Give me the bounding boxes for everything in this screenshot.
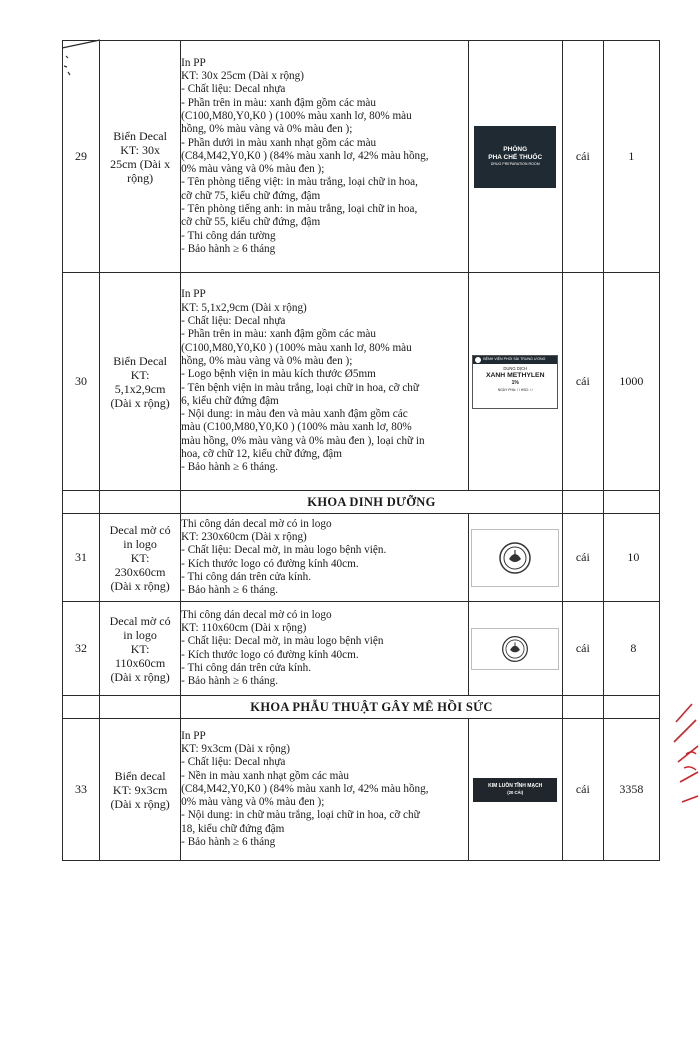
name-line: Biển Decal xyxy=(113,128,167,143)
hospital-logo-icon xyxy=(501,635,529,663)
desc-line: - Chất liệu: Decal nhựa xyxy=(181,83,286,96)
desc-line: (C84,M42,Y0,K0 ) (84% màu xanh lơ, 42% màu hồng, xyxy=(181,782,429,795)
desc-line: KT: 5,1x2,9cm (Dài x rộng) xyxy=(181,301,307,314)
name-line: 5,1x2,9cm xyxy=(114,381,166,396)
row-item-name xyxy=(100,273,181,491)
row-description xyxy=(181,602,468,696)
sign-line: PHA CHẾ THUỐC xyxy=(488,154,543,161)
desc-line: (C100,M80,Y0,K0 ) (100% màu xanh lơ, 80% màu xyxy=(181,341,412,354)
name-line: KT: xyxy=(130,641,150,656)
section-row xyxy=(63,491,660,514)
name-line: KT: xyxy=(130,550,150,565)
row-image xyxy=(468,273,562,491)
desc-line: - Kích thước logo có đường kính 40cm. xyxy=(181,648,359,661)
name-line: KT: 9x3cm xyxy=(112,782,168,797)
frosted-decal xyxy=(471,628,559,670)
desc-line: - Nền in màu xanh nhạt gồm các màu xyxy=(181,769,349,782)
desc-line: KT: 110x60cm (Dài x rộng) xyxy=(181,621,307,634)
desc-line: - Tên phòng tiếng việt: in màu trắng, loại chữ in hoa, xyxy=(181,176,418,189)
desc-line: - Kích thước logo có đường kính 40cm. xyxy=(181,557,359,570)
name-line: 230x60cm xyxy=(114,564,166,579)
desc-line: màu (C100,M80,Y0,K0 ) (100% màu xanh lơ, 80% xyxy=(181,421,412,434)
section-empty-cell xyxy=(63,696,100,719)
name-line: (Dài x rộng) xyxy=(110,669,170,684)
desc-line: hồng, 0% màu vàng và 0% màu đen ); xyxy=(181,123,353,136)
name-line: KT: xyxy=(130,367,150,382)
row-quantity: 8 xyxy=(603,602,659,696)
desc-line: - Thi công dán trên cửa kính. xyxy=(181,570,311,583)
sign-line: KIM LUỒN TĨNH MẠCH xyxy=(488,783,543,789)
desc-line: hồng, 0% màu vàng và 0% màu đen ); xyxy=(181,354,353,367)
desc-line: hoa, cỡ chữ 12, kiểu chữ đứng, đậm xyxy=(181,447,342,460)
name-line: in logo xyxy=(123,536,157,551)
row-quantity: 10 xyxy=(603,514,659,602)
section-empty-cell xyxy=(603,696,659,719)
desc-line: (C100,M80,Y0,K0 ) (100% màu xanh lơ, 80% màu xyxy=(181,109,412,122)
row-description xyxy=(181,273,468,491)
row-unit: cái xyxy=(562,514,603,602)
logo-dot-icon xyxy=(475,357,481,363)
desc-line: In PP xyxy=(181,288,206,301)
name-line: Biển Decal xyxy=(113,353,167,368)
desc-line: - Chất liệu: Decal mờ, in màu logo bệnh viện xyxy=(181,635,384,648)
section-empty-cell xyxy=(562,696,603,719)
name-line: Biển decal xyxy=(114,768,166,783)
row-image xyxy=(468,514,562,602)
row-stt: 31 xyxy=(63,514,100,602)
desc-line: - Phần dưới in màu xanh nhạt gồm các màu xyxy=(181,136,377,149)
desc-line: cỡ chữ 75, kiểu chữ đứng, đậm xyxy=(181,189,321,202)
row-unit: cái xyxy=(562,41,603,273)
desc-line: KT: 30x 25cm (Dài x rộng) xyxy=(181,70,304,83)
sign-line: (20 CÁI) xyxy=(507,790,524,795)
row-quantity: 1 xyxy=(603,41,659,273)
row-stt: 32 xyxy=(63,602,100,696)
label-line: DUNG DỊCH xyxy=(503,365,528,371)
desc-line: - Thi công dán tường xyxy=(181,229,276,242)
row-description xyxy=(181,41,468,273)
name-line: Decal mờ có xyxy=(109,522,171,537)
name-line: (Dài x rộng) xyxy=(110,796,170,811)
row-unit: cái xyxy=(562,602,603,696)
name-line: (Dài x rộng) xyxy=(110,395,170,410)
desc-line: cỡ chữ 55, kiểu chữ đứng, đậm xyxy=(181,216,321,229)
section-row xyxy=(63,696,660,719)
desc-line: - Tên bệnh viện in màu trắng, loại chữ in hoa, cỡ chữ xyxy=(181,381,419,394)
desc-line: - Nội dung: in chữ màu trắng, loại chữ in hoa, cỡ chữ xyxy=(181,809,420,822)
name-line: rộng) xyxy=(127,170,154,185)
label-footer: NGÀY PHA: / / HSD: / / xyxy=(497,387,533,392)
desc-line: In PP xyxy=(181,56,206,69)
desc-line: - Logo bệnh viện in màu kích thước Ø5mm xyxy=(181,368,376,381)
desc-line: - Phần trên in màu: xanh đậm gồm các màu xyxy=(181,96,376,109)
table-row-30 xyxy=(63,273,660,491)
row-quantity: 1000 xyxy=(603,273,659,491)
row-item-name xyxy=(100,602,181,696)
name-line: (Dài x rộng) xyxy=(110,578,170,593)
section-empty-cell xyxy=(100,696,181,719)
row-image xyxy=(468,719,562,861)
row-item-name xyxy=(100,514,181,602)
spec-table xyxy=(62,40,660,861)
table-row-29 xyxy=(63,41,660,273)
row-description xyxy=(181,719,468,861)
section-title: KHOA DINH DƯỠNG xyxy=(181,491,563,514)
row-item-name xyxy=(100,719,181,861)
hospital-logo-icon xyxy=(498,541,532,575)
name-line: KT: 30x xyxy=(120,142,160,157)
desc-line: KT: 9x3cm (Dài x rộng) xyxy=(181,742,290,755)
desc-line: - Nội dung: in màu đen và màu xanh đậm gồm các xyxy=(181,408,408,421)
bottle-label-icon xyxy=(472,355,558,409)
desc-line: - Bảo hành ≥ 6 tháng. xyxy=(181,461,279,474)
name-line: in logo xyxy=(123,627,157,642)
name-line: 25cm (Dài x xyxy=(110,156,171,171)
desc-line: 0% màu vàng và 0% màu đen ); xyxy=(181,796,325,809)
table-row-33 xyxy=(63,719,660,861)
desc-line: 6, kiểu chữ đứng đậm xyxy=(181,394,279,407)
desc-line: (C84,M42,Y0,K0 ) (84% màu xanh lơ, 42% màu hồng, xyxy=(181,149,429,162)
desc-line: - Thi công dán trên cửa kính. xyxy=(181,661,311,674)
section-title: KHOA PHẪU THUẬT GÂY MÊ HỒI SỨC xyxy=(181,696,563,719)
desc-line: 18, kiểu chữ đứng đậm xyxy=(181,822,285,835)
desc-line: - Tên phòng tiếng anh: in màu trắng, loại chữ in hoa, xyxy=(181,203,418,216)
desc-line: 0% màu vàng và 0% màu đen ); xyxy=(181,163,325,176)
desc-line: - Bảo hành ≥ 6 tháng. xyxy=(181,584,279,597)
sign-line: PHÒNG xyxy=(503,146,528,153)
desc-line: Thi công dán decal mờ có in logo xyxy=(181,608,332,621)
row-stt: 33 xyxy=(63,719,100,861)
section-empty-cell xyxy=(603,491,659,514)
room-sign-icon xyxy=(474,126,556,188)
row-stt: 30 xyxy=(63,273,100,491)
row-quantity: 3358 xyxy=(603,719,659,861)
desc-line: - Chất liệu: Decal nhựa xyxy=(181,315,286,328)
desc-line: - Chất liệu: Decal mờ, in màu logo bệnh viện. xyxy=(181,544,387,557)
row-description xyxy=(181,514,468,602)
name-line: Decal mờ có xyxy=(109,613,171,628)
row-image xyxy=(468,41,562,273)
red-stamp-fragment xyxy=(672,702,700,822)
desc-line: - Bảo hành ≥ 6 tháng xyxy=(181,242,276,255)
table-row-31 xyxy=(63,514,660,602)
row-item-name xyxy=(100,41,181,273)
desc-line: - Phần trên in màu: xanh đậm gồm các màu xyxy=(181,328,376,341)
desc-line: - Bảo hành ≥ 6 tháng xyxy=(181,836,276,849)
desc-line: KT: 230x60cm (Dài x rộng) xyxy=(181,530,307,543)
desc-line: Thi công dán decal mờ có in logo xyxy=(181,517,332,530)
row-stt: 29 xyxy=(63,41,100,273)
label-line: XANH METHYLEN xyxy=(485,371,545,379)
desc-line: - Bảo hành ≥ 6 tháng. xyxy=(181,675,279,688)
row-image xyxy=(468,602,562,696)
row-unit: cái xyxy=(562,273,603,491)
small-sign-icon xyxy=(473,778,557,802)
desc-line: In PP xyxy=(181,729,206,742)
row-unit: cái xyxy=(562,719,603,861)
desc-line: - Chất liệu: Decal nhựa xyxy=(181,756,286,769)
label-line: 1% xyxy=(511,379,519,386)
section-empty-cell xyxy=(63,491,100,514)
name-line: 110x60cm xyxy=(115,655,166,670)
frosted-decal xyxy=(471,529,559,587)
section-empty-cell xyxy=(562,491,603,514)
desc-line: màu hồng, 0% màu vàng và 0% màu đen ), loại chữ in xyxy=(181,434,425,447)
label-hospital-name: BỆNH VIỆN PHỔI SÀI TRUNG ƯƠNG xyxy=(483,356,546,361)
label-header xyxy=(473,356,557,364)
sign-line: DRUG PREPARATION ROOM xyxy=(490,162,540,166)
section-empty-cell xyxy=(100,491,181,514)
table-row-32 xyxy=(63,602,660,696)
